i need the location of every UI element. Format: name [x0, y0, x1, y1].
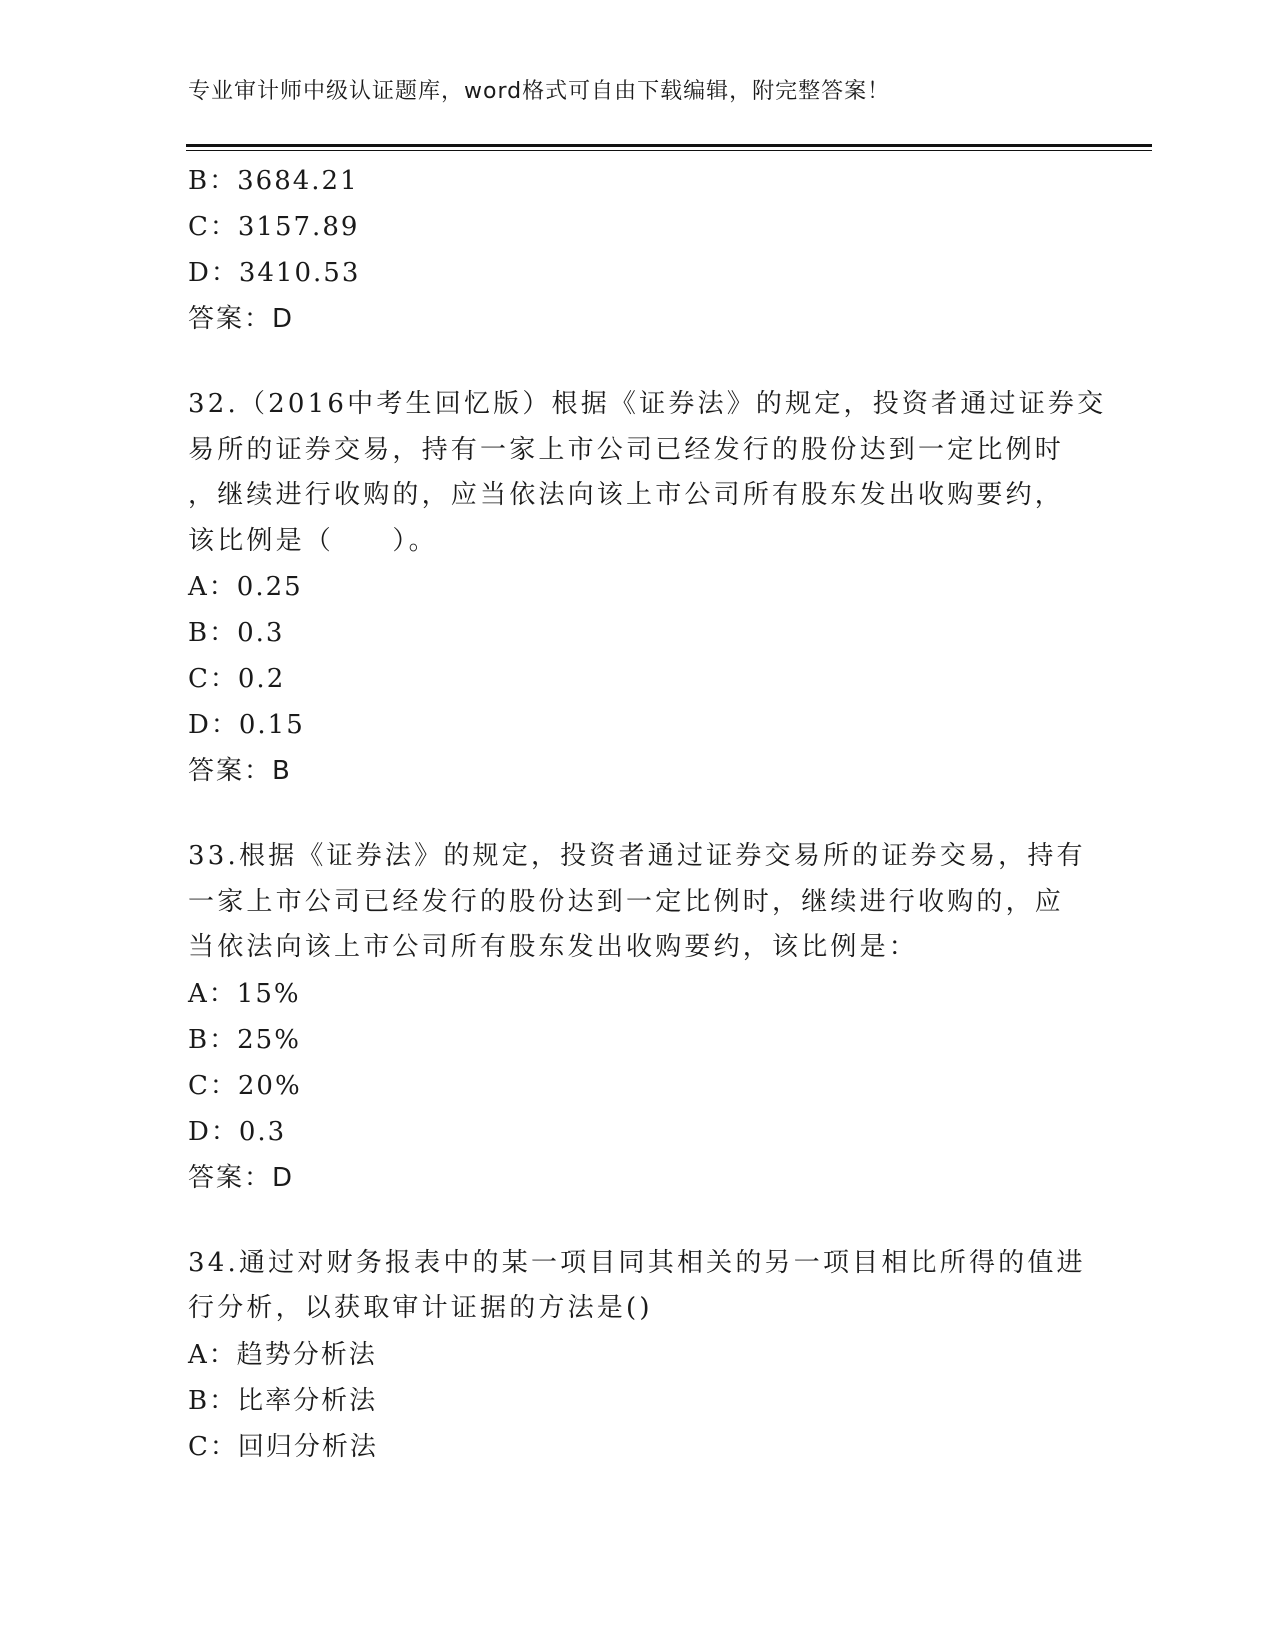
- question-stem-line: 一家上市公司已经发行的股份达到一定比例时，继续进行收购的，应: [188, 886, 1065, 917]
- answer-line: 答案：D: [188, 304, 295, 334]
- question-stem-line: 34.通过对财务报表中的某一项目同其相关的另一项目相比所得的值进: [188, 1247, 1086, 1278]
- option-a: A：趋势分析法: [188, 1339, 377, 1370]
- option-a: A：0.25: [188, 572, 303, 602]
- option-d: D：0.3: [188, 1116, 287, 1147]
- question-stem-line: 33.根据《证券法》的规定，投资者通过证券交易所的证券交易，持有: [188, 841, 1086, 871]
- header-rule-thick: [186, 144, 1152, 147]
- option-c: C：3157.89: [188, 212, 360, 242]
- option-c: C：0.2: [188, 664, 286, 694]
- question-stem-line: 32.（2016中考生回忆版）根据《证券法》的规定，投资者通过证券交: [188, 389, 1107, 419]
- option-b: B：0.3: [188, 618, 285, 648]
- page-header: 专业审计师中级认证题库，word格式可自由下载编辑，附完整答案！: [188, 79, 891, 104]
- option-c: C：回归分析法: [188, 1431, 378, 1462]
- option-d: D：3410.53: [188, 258, 361, 288]
- answer-line: 答案：D: [188, 1162, 295, 1193]
- header-rule-thin: [186, 150, 1152, 151]
- question-stem-line: ，继续进行收购的，应当依法向该上市公司所有股东发出收购要约，: [188, 480, 1065, 510]
- question-stem-line: 行分析，以获取审计证据的方法是(): [188, 1293, 653, 1323]
- option-b: B：25%: [188, 1024, 301, 1055]
- option-b: B：比率分析法: [188, 1385, 378, 1416]
- question-stem-line: 易所的证券交易，持有一家上市公司已经发行的股份达到一定比例时: [188, 434, 1065, 465]
- question-31-tail: [188, 158, 1088, 342]
- option-b: B：3684.21: [188, 166, 359, 196]
- option-d: D：0.15: [188, 710, 305, 740]
- question-32: [188, 382, 1107, 794]
- question-stem-line: 该比例是（ ）。: [188, 525, 438, 556]
- question-34: [188, 1241, 1088, 1470]
- answer-line: 答案：B: [188, 756, 292, 786]
- question-33: [188, 834, 1088, 1201]
- document-body: [188, 158, 1107, 1470]
- question-stem-line: 当依法向该上市公司所有股东发出收购要约，该比例是：: [188, 932, 919, 962]
- option-c: C：20%: [188, 1070, 302, 1101]
- option-a: A：15%: [188, 978, 301, 1009]
